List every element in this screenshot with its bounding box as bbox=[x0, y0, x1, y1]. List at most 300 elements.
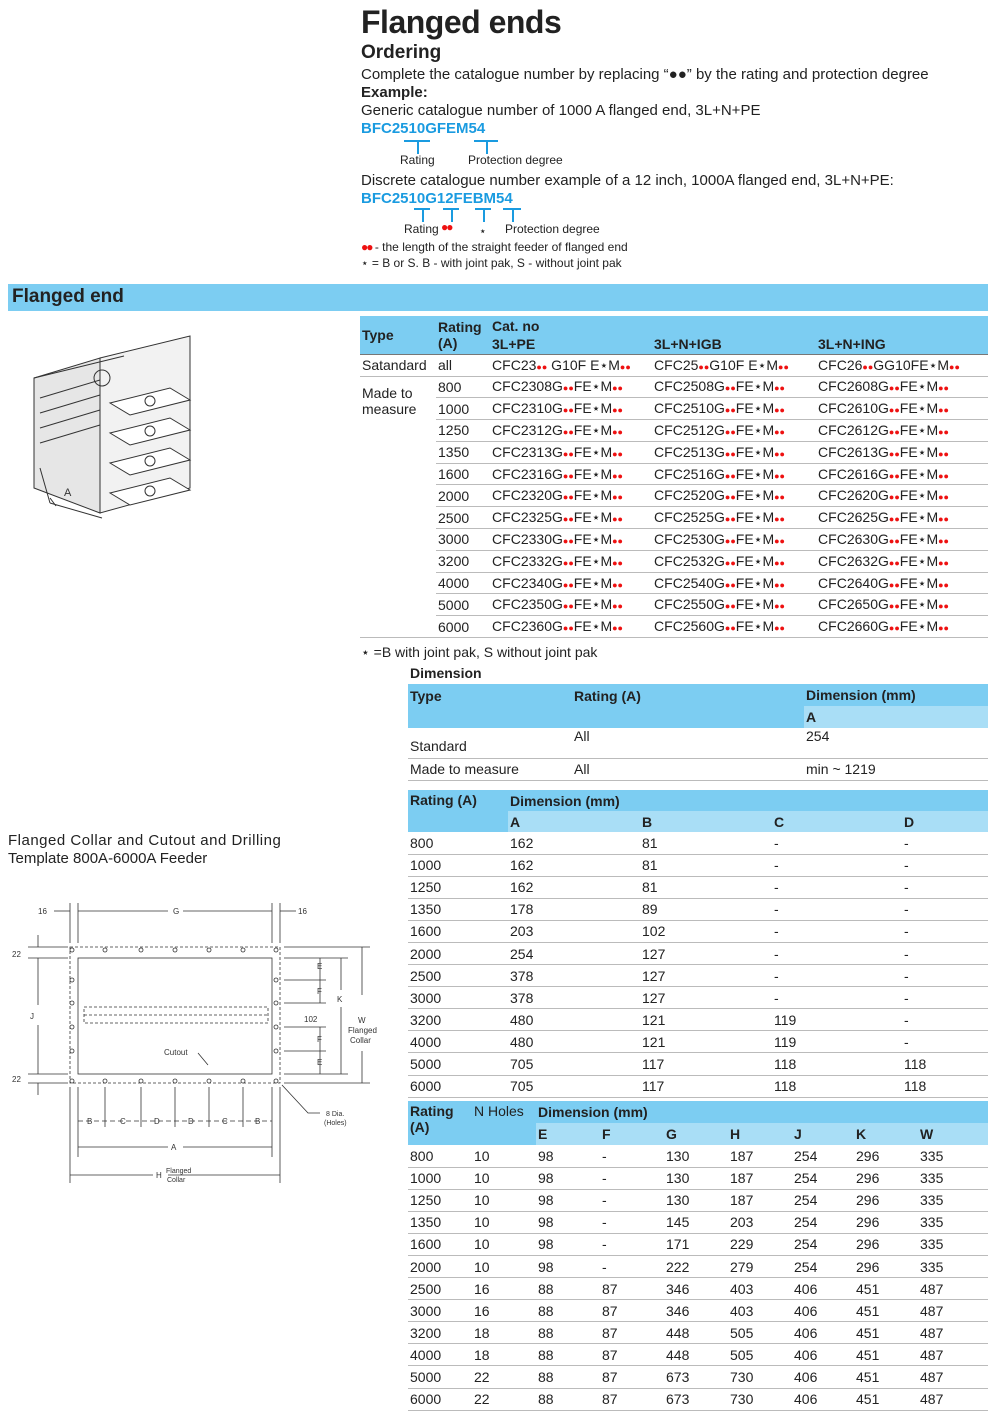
dim3-cell: 800 bbox=[408, 1145, 472, 1167]
dim2-cell: - bbox=[902, 1009, 988, 1031]
cat-number: CFC2616G●●FE⋆M●● bbox=[816, 463, 988, 485]
dim2-cell: 81 bbox=[640, 832, 772, 854]
dim3-cell: 296 bbox=[854, 1167, 918, 1189]
cat-number: CFC2308G●●FE⋆M●● bbox=[490, 376, 652, 398]
dim2-cell: 3000 bbox=[408, 987, 508, 1009]
dim3-cell: 730 bbox=[728, 1366, 792, 1388]
dim1-a: min ~ 1219 bbox=[804, 758, 988, 780]
cat-number: CFC2313G●●FE⋆M●● bbox=[490, 441, 652, 463]
dim3-cell: 1000 bbox=[408, 1167, 472, 1189]
table-row bbox=[408, 942, 988, 964]
dim3-cell: 254 bbox=[792, 1255, 854, 1277]
dim3-cell: 22 bbox=[472, 1388, 536, 1410]
table-row bbox=[360, 354, 988, 376]
illustration-a-label: A bbox=[64, 487, 72, 499]
table-row bbox=[408, 1278, 988, 1300]
dim2-cell: 127 bbox=[640, 942, 772, 964]
dim3-cell: 98 bbox=[536, 1255, 600, 1277]
cat-number: CFC2540G●●FE⋆M●● bbox=[652, 572, 816, 594]
dim1-type: Standard bbox=[408, 728, 572, 758]
dim3-cell: 98 bbox=[536, 1167, 600, 1189]
cat-number: CFC2310G●●FE⋆M●● bbox=[490, 398, 652, 420]
cat-number: CFC2330G●●FE⋆M●● bbox=[490, 529, 652, 551]
table-row bbox=[408, 1211, 988, 1233]
dim3-cell: 98 bbox=[536, 1233, 600, 1255]
dim3-cell: 10 bbox=[472, 1233, 536, 1255]
cat-number: CFC2620G●●FE⋆M●● bbox=[816, 485, 988, 507]
dim3-col-header: H bbox=[728, 1123, 792, 1145]
cat-footnote: =B with joint pak, S without joint pak bbox=[373, 644, 598, 660]
cat-number: CFC2530G●●FE⋆M●● bbox=[652, 529, 816, 551]
cat-rating: 800 bbox=[436, 376, 490, 398]
dim3-cell: 406 bbox=[792, 1322, 854, 1344]
dim3-cell: 673 bbox=[664, 1388, 728, 1410]
table-row bbox=[408, 1233, 988, 1255]
cat-header-catno: Cat. no bbox=[490, 316, 988, 335]
dim2-cell: 117 bbox=[640, 1053, 772, 1075]
cat-rating: 3200 bbox=[436, 550, 490, 572]
dim3-cell: 130 bbox=[664, 1167, 728, 1189]
dimension-table-1 bbox=[408, 684, 988, 781]
cat-rating: all bbox=[436, 354, 490, 376]
cat-number: CFC2608G●●FE⋆M●● bbox=[816, 376, 988, 398]
dim2-cell: - bbox=[902, 854, 988, 876]
table-row bbox=[408, 1009, 988, 1031]
dim3-cell: 487 bbox=[918, 1278, 988, 1300]
dim2-cell: 118 bbox=[902, 1075, 988, 1097]
dim2-cell: 480 bbox=[508, 1031, 640, 1053]
dim1-rating: All bbox=[572, 758, 804, 780]
cat-number: CFC2332G●●FE⋆M●● bbox=[490, 550, 652, 572]
dim3-cell: 254 bbox=[792, 1167, 854, 1189]
dim2-cell: 2000 bbox=[408, 942, 508, 964]
dim3-cell: 487 bbox=[918, 1322, 988, 1344]
cat-type: Satandard bbox=[360, 354, 436, 376]
discrete-line: Discrete catalogue number example of a 12 inch, 1000A flanged end, 3L+N+PE: bbox=[361, 172, 894, 189]
dim3-cell: 487 bbox=[918, 1300, 988, 1322]
dim1-type: Made to measure bbox=[408, 758, 572, 780]
cat-number: CFC2316G●●FE⋆M●● bbox=[490, 463, 652, 485]
dim3-cell: 18 bbox=[472, 1322, 536, 1344]
dim2-cell: 1600 bbox=[408, 920, 508, 942]
dim3-cell: 406 bbox=[792, 1278, 854, 1300]
cat-number: CFC26●●GG10FE⋆M●● bbox=[816, 354, 988, 376]
cat-number: CFC2560G●●FE⋆M●● bbox=[652, 616, 816, 638]
section-title: Flanged end bbox=[12, 286, 124, 307]
cat-rating: 5000 bbox=[436, 594, 490, 616]
star-icon: ⋆ bbox=[361, 256, 369, 270]
dim3-cell: 730 bbox=[728, 1388, 792, 1410]
dim2-cell: 118 bbox=[772, 1053, 902, 1075]
page-title: Flanged ends bbox=[361, 4, 562, 40]
cat-number: CFC2525G●●FE⋆M●● bbox=[652, 507, 816, 529]
table-row bbox=[360, 529, 988, 551]
dim3-cell: 98 bbox=[536, 1145, 600, 1167]
dim3-cell: 346 bbox=[664, 1300, 728, 1322]
dim3-cell: 403 bbox=[728, 1278, 792, 1300]
cat-rating: 1600 bbox=[436, 463, 490, 485]
table-row bbox=[360, 441, 988, 463]
table-row bbox=[360, 550, 988, 572]
dim3-cell: 406 bbox=[792, 1388, 854, 1410]
table-row bbox=[360, 398, 988, 420]
dim3-cell: 279 bbox=[728, 1255, 792, 1277]
dim2-cell: 203 bbox=[508, 920, 640, 942]
dim2-cell: - bbox=[902, 876, 988, 898]
dim2-cell: 117 bbox=[640, 1075, 772, 1097]
cat-rating: 6000 bbox=[436, 616, 490, 638]
cat-number: CFC2340G●●FE⋆M●● bbox=[490, 572, 652, 594]
dim-label-j: J bbox=[30, 1012, 34, 1021]
generic-line: Generic catalogue number of 1000 A flanged end, 3L+N+PE bbox=[361, 102, 761, 119]
dim1-a: 254 bbox=[804, 728, 988, 758]
dim2-cell: 119 bbox=[772, 1009, 902, 1031]
cat-rating: 2500 bbox=[436, 507, 490, 529]
dim3-cell: 16 bbox=[472, 1278, 536, 1300]
dim3-cell: 203 bbox=[728, 1211, 792, 1233]
dim3-cell: 22 bbox=[472, 1366, 536, 1388]
table-row bbox=[408, 1322, 988, 1344]
dim2-cell: - bbox=[772, 942, 902, 964]
dim2-cell: 705 bbox=[508, 1053, 640, 1075]
drilling-template-drawing bbox=[8, 895, 388, 1195]
table-row bbox=[408, 1300, 988, 1322]
dim2-cell: - bbox=[772, 987, 902, 1009]
table-row bbox=[360, 594, 988, 616]
dim-label-e-top: E bbox=[317, 962, 323, 971]
dim2-cell: 102 bbox=[640, 920, 772, 942]
dim3-cell: 88 bbox=[536, 1278, 600, 1300]
dim3-cell: 88 bbox=[536, 1300, 600, 1322]
dim3-cell: 98 bbox=[536, 1189, 600, 1211]
dim3-cell: 335 bbox=[918, 1255, 988, 1277]
table-row bbox=[360, 507, 988, 529]
dim3-cell: 451 bbox=[854, 1388, 918, 1410]
dim3-cell: 451 bbox=[854, 1278, 918, 1300]
table-row bbox=[408, 1145, 988, 1167]
dim3-cell: 406 bbox=[792, 1300, 854, 1322]
dim2-col-header: A bbox=[508, 811, 640, 832]
dim2-cell: 3200 bbox=[408, 1009, 508, 1031]
dots-icon: ●● bbox=[361, 240, 372, 254]
cat-header-rating: Rating (A) bbox=[436, 316, 490, 354]
dim3-cell: 346 bbox=[664, 1278, 728, 1300]
rating-label-2: Rating bbox=[404, 222, 439, 236]
dimension-table-2 bbox=[408, 790, 988, 1098]
dim1-rating: All bbox=[572, 728, 804, 758]
dim3-cell: 187 bbox=[728, 1189, 792, 1211]
dim2-cell: 800 bbox=[408, 832, 508, 854]
cat-number: CFC2630G●●FE⋆M●● bbox=[816, 529, 988, 551]
dim3-cell: 87 bbox=[600, 1278, 664, 1300]
dim3-cell: 451 bbox=[854, 1322, 918, 1344]
dim2-cell: 162 bbox=[508, 832, 640, 854]
dim2-col-header: C bbox=[772, 811, 902, 832]
dots-marker: ●● bbox=[441, 220, 452, 234]
dim-label-b-right: B bbox=[255, 1117, 261, 1126]
cat-type-mtm: Made to measure bbox=[360, 376, 436, 638]
dimension-title: Dimension bbox=[410, 665, 482, 681]
joint-bracket bbox=[475, 208, 491, 222]
dim3-cell: 1600 bbox=[408, 1233, 472, 1255]
cat-number: CFC2360G●●FE⋆M●● bbox=[490, 616, 652, 638]
dim-label-22-top: 22 bbox=[12, 950, 21, 959]
cat-number: CFC2650G●●FE⋆M●● bbox=[816, 594, 988, 616]
generic-code: BFC2510GFEM54 bbox=[361, 120, 486, 137]
cat-number: CFC2660G●●FE⋆M●● bbox=[816, 616, 988, 638]
dim2-cell: 480 bbox=[508, 1009, 640, 1031]
dim3-cell: 222 bbox=[664, 1255, 728, 1277]
dim3-cell: 87 bbox=[600, 1344, 664, 1366]
dim2-cell: 178 bbox=[508, 898, 640, 920]
dim-label-h-collar: Collar bbox=[167, 1177, 186, 1184]
cat-number: CFC25●●G10F E⋆M●● bbox=[652, 354, 816, 376]
dim1-header-rating: Rating (A) bbox=[572, 684, 804, 728]
dim3-cell: 406 bbox=[792, 1366, 854, 1388]
cat-number: CFC2640G●●FE⋆M●● bbox=[816, 572, 988, 594]
dim3-cell: 1350 bbox=[408, 1211, 472, 1233]
dim3-cell: 335 bbox=[918, 1189, 988, 1211]
dim3-cell: 296 bbox=[854, 1255, 918, 1277]
cat-rating: 3000 bbox=[436, 529, 490, 551]
dim2-cell: 4000 bbox=[408, 1031, 508, 1053]
dim3-cell: - bbox=[600, 1189, 664, 1211]
dim3-cell: 88 bbox=[536, 1344, 600, 1366]
rating-label: Rating bbox=[400, 153, 435, 167]
table-row bbox=[408, 920, 988, 942]
table-row bbox=[408, 1189, 988, 1211]
dim3-cell: 335 bbox=[918, 1211, 988, 1233]
table-row bbox=[360, 485, 988, 507]
dim-label-a: A bbox=[171, 1143, 177, 1152]
dim3-cell: 406 bbox=[792, 1344, 854, 1366]
dim3-cell: 296 bbox=[854, 1233, 918, 1255]
table-row bbox=[360, 463, 988, 485]
table-row bbox=[360, 420, 988, 442]
dim-label-f-bottom: F bbox=[317, 1035, 322, 1044]
cat-number: CFC2612G●●FE⋆M●● bbox=[816, 420, 988, 442]
table-row bbox=[408, 1075, 988, 1097]
dim3-header-rating: Rating (A) bbox=[408, 1101, 472, 1145]
dim3-cell: 487 bbox=[918, 1344, 988, 1366]
cat-rating: 1350 bbox=[436, 441, 490, 463]
cutout-label: Cutout bbox=[164, 1048, 188, 1057]
dim-label-h: H bbox=[156, 1171, 162, 1180]
protection-label-2: Protection degree bbox=[505, 222, 600, 236]
dim2-cell: - bbox=[772, 854, 902, 876]
dim3-cell: 88 bbox=[536, 1366, 600, 1388]
cat-number: CFC2516G●●FE⋆M●● bbox=[652, 463, 816, 485]
holes-label: 8 Dia. bbox=[326, 1111, 345, 1118]
dim-label-16-right: 16 bbox=[298, 907, 307, 916]
flanged-end-illustration bbox=[20, 318, 200, 528]
note-star: = B or S. B - with joint pak, S - without joint pak bbox=[371, 256, 622, 270]
dim2-cell: 378 bbox=[508, 987, 640, 1009]
ordering-heading: Ordering bbox=[361, 42, 442, 63]
dim2-cell: 705 bbox=[508, 1075, 640, 1097]
section-bar bbox=[8, 284, 988, 311]
dim2-cell: - bbox=[902, 1031, 988, 1053]
dim2-cell: 118 bbox=[902, 1053, 988, 1075]
star-marker: ⋆ bbox=[479, 224, 487, 238]
dim-label-w-flanged: Flanged bbox=[348, 1026, 377, 1035]
dim3-cell: 296 bbox=[854, 1145, 918, 1167]
dim-label-c-left: C bbox=[120, 1117, 126, 1126]
dim2-cell: 6000 bbox=[408, 1075, 508, 1097]
cat-number: CFC2532G●●FE⋆M●● bbox=[652, 550, 816, 572]
dim3-cell: 5000 bbox=[408, 1366, 472, 1388]
dim2-header-dim: Dimension (mm) bbox=[508, 790, 988, 811]
discrete-code: BFC2510G12FEBM54 bbox=[361, 190, 513, 207]
dim3-cell: - bbox=[600, 1255, 664, 1277]
protection-label: Protection degree bbox=[468, 153, 563, 167]
dim3-cell: 10 bbox=[472, 1145, 536, 1167]
dim3-cell: 98 bbox=[536, 1211, 600, 1233]
dim-label-102: 102 bbox=[304, 1015, 318, 1024]
dim3-cell: 505 bbox=[728, 1322, 792, 1344]
table-row bbox=[408, 1255, 988, 1277]
dim2-cell: 121 bbox=[640, 1009, 772, 1031]
holes-sub-label: (Holes) bbox=[324, 1120, 347, 1127]
dim2-cell: 5000 bbox=[408, 1053, 508, 1075]
dim3-cell: 130 bbox=[664, 1189, 728, 1211]
dim3-cell: 487 bbox=[918, 1366, 988, 1388]
dim3-cell: 2000 bbox=[408, 1255, 472, 1277]
cat-rating: 4000 bbox=[436, 572, 490, 594]
dim2-cell: - bbox=[772, 898, 902, 920]
dim3-cell: 335 bbox=[918, 1145, 988, 1167]
dim3-cell: 87 bbox=[600, 1388, 664, 1410]
rating-bracket bbox=[404, 140, 430, 154]
dim2-cell: 162 bbox=[508, 876, 640, 898]
dim3-header-dim: Dimension (mm) bbox=[536, 1101, 988, 1123]
cat-number: CFC23●● G10F E⋆M●● bbox=[490, 354, 652, 376]
dim3-cell: 296 bbox=[854, 1211, 918, 1233]
cat-number: CFC2320G●●FE⋆M●● bbox=[490, 485, 652, 507]
dim3-cell: 87 bbox=[600, 1322, 664, 1344]
dim3-cell: 335 bbox=[918, 1233, 988, 1255]
dim3-cell: 2500 bbox=[408, 1278, 472, 1300]
dim3-cell: 10 bbox=[472, 1255, 536, 1277]
dim-label-f-top: F bbox=[317, 987, 322, 996]
example-label: Example: bbox=[361, 84, 428, 101]
dim2-cell: - bbox=[772, 832, 902, 854]
dim3-cell: 88 bbox=[536, 1388, 600, 1410]
cat-number: CFC2508G●●FE⋆M●● bbox=[652, 376, 816, 398]
cat-header-c1: 3L+PE bbox=[490, 335, 652, 354]
dim2-cell: 89 bbox=[640, 898, 772, 920]
dim3-cell: 145 bbox=[664, 1211, 728, 1233]
dim2-col-header: D bbox=[902, 811, 988, 832]
cat-header-c3: 3L+N+ING bbox=[816, 335, 988, 354]
dim3-cell: 254 bbox=[792, 1211, 854, 1233]
dim-label-k: K bbox=[337, 995, 343, 1004]
dim3-cell: 296 bbox=[854, 1189, 918, 1211]
dim3-cell: 6000 bbox=[408, 1388, 472, 1410]
dim3-col-header: K bbox=[854, 1123, 918, 1145]
dim-label-e-bottom: E bbox=[317, 1058, 323, 1067]
dim3-cell: - bbox=[600, 1211, 664, 1233]
dim3-cell: 171 bbox=[664, 1233, 728, 1255]
dim2-cell: - bbox=[902, 987, 988, 1009]
dim3-cell: 448 bbox=[664, 1344, 728, 1366]
cat-number: CFC2632G●●FE⋆M●● bbox=[816, 550, 988, 572]
cat-header-type: Type bbox=[360, 316, 436, 354]
table-row bbox=[408, 876, 988, 898]
dim-label-22-bottom: 22 bbox=[12, 1075, 21, 1084]
protection-bracket bbox=[474, 140, 498, 154]
dim2-cell: 1350 bbox=[408, 898, 508, 920]
cat-number: CFC2520G●●FE⋆M●● bbox=[652, 485, 816, 507]
table-row bbox=[408, 898, 988, 920]
footnote-star-icon: ⋆ bbox=[361, 644, 374, 660]
cat-rating: 1000 bbox=[436, 398, 490, 420]
dim3-header-holes: N Holes bbox=[472, 1101, 536, 1145]
template-caption-1: Flanged Collar and Cutout and Drilling bbox=[8, 832, 282, 849]
dim-label-w-collar: Collar bbox=[350, 1036, 371, 1045]
dim3-col-header: J bbox=[792, 1123, 854, 1145]
dim2-cell: - bbox=[902, 832, 988, 854]
dim1-header-a: A bbox=[804, 706, 988, 728]
dim3-cell: 254 bbox=[792, 1189, 854, 1211]
dim3-cell: 448 bbox=[664, 1322, 728, 1344]
dim2-cell: 127 bbox=[640, 987, 772, 1009]
dim3-cell: 451 bbox=[854, 1344, 918, 1366]
dim2-cell: 118 bbox=[772, 1075, 902, 1097]
cat-number: CFC2513G●●FE⋆M●● bbox=[652, 441, 816, 463]
dim3-cell: 87 bbox=[600, 1300, 664, 1322]
dim2-cell: 378 bbox=[508, 965, 640, 987]
dim3-cell: 673 bbox=[664, 1366, 728, 1388]
dim-label-h-flanged: Flanged bbox=[166, 1168, 192, 1175]
dim3-cell: 18 bbox=[472, 1344, 536, 1366]
table-row bbox=[408, 1053, 988, 1075]
cat-rating: 1250 bbox=[436, 420, 490, 442]
cat-number: CFC2312G●●FE⋆M●● bbox=[490, 420, 652, 442]
dim2-cell: - bbox=[772, 965, 902, 987]
table-row bbox=[408, 1344, 988, 1366]
table-row bbox=[408, 758, 988, 780]
dim3-cell: 187 bbox=[728, 1167, 792, 1189]
dim2-cell: - bbox=[902, 965, 988, 987]
table-row bbox=[408, 1366, 988, 1388]
catalogue-table bbox=[360, 316, 988, 638]
dim3-col-header: F bbox=[600, 1123, 664, 1145]
dim2-cell: 162 bbox=[508, 854, 640, 876]
table-row bbox=[408, 987, 988, 1009]
dim-label-b-left: B bbox=[87, 1117, 93, 1126]
dim3-cell: 10 bbox=[472, 1189, 536, 1211]
cat-number: CFC2325G●●FE⋆M●● bbox=[490, 507, 652, 529]
template-caption-2: Template 800A-6000A Feeder bbox=[8, 850, 208, 867]
dim3-cell: 3000 bbox=[408, 1300, 472, 1322]
intro-text: Complete the catalogue number by replacing “●●” by the rating and protection degree bbox=[361, 66, 929, 83]
dim-label-g: G bbox=[173, 907, 180, 916]
dim-label-d-left: D bbox=[154, 1117, 160, 1126]
dim2-cell: 1250 bbox=[408, 876, 508, 898]
dim2-cell: - bbox=[902, 920, 988, 942]
dim2-cell: - bbox=[772, 876, 902, 898]
table-row bbox=[360, 616, 988, 638]
cat-number: CFC2613G●●FE⋆M●● bbox=[816, 441, 988, 463]
dim-label-16-left: 16 bbox=[38, 907, 47, 916]
rating-bracket-2 bbox=[414, 208, 430, 222]
dim2-cell: 81 bbox=[640, 876, 772, 898]
dim2-header-rating: Rating (A) bbox=[408, 790, 508, 832]
dim3-cell: 87 bbox=[600, 1366, 664, 1388]
dim2-cell: 1000 bbox=[408, 854, 508, 876]
dim3-col-header: W bbox=[918, 1123, 988, 1145]
